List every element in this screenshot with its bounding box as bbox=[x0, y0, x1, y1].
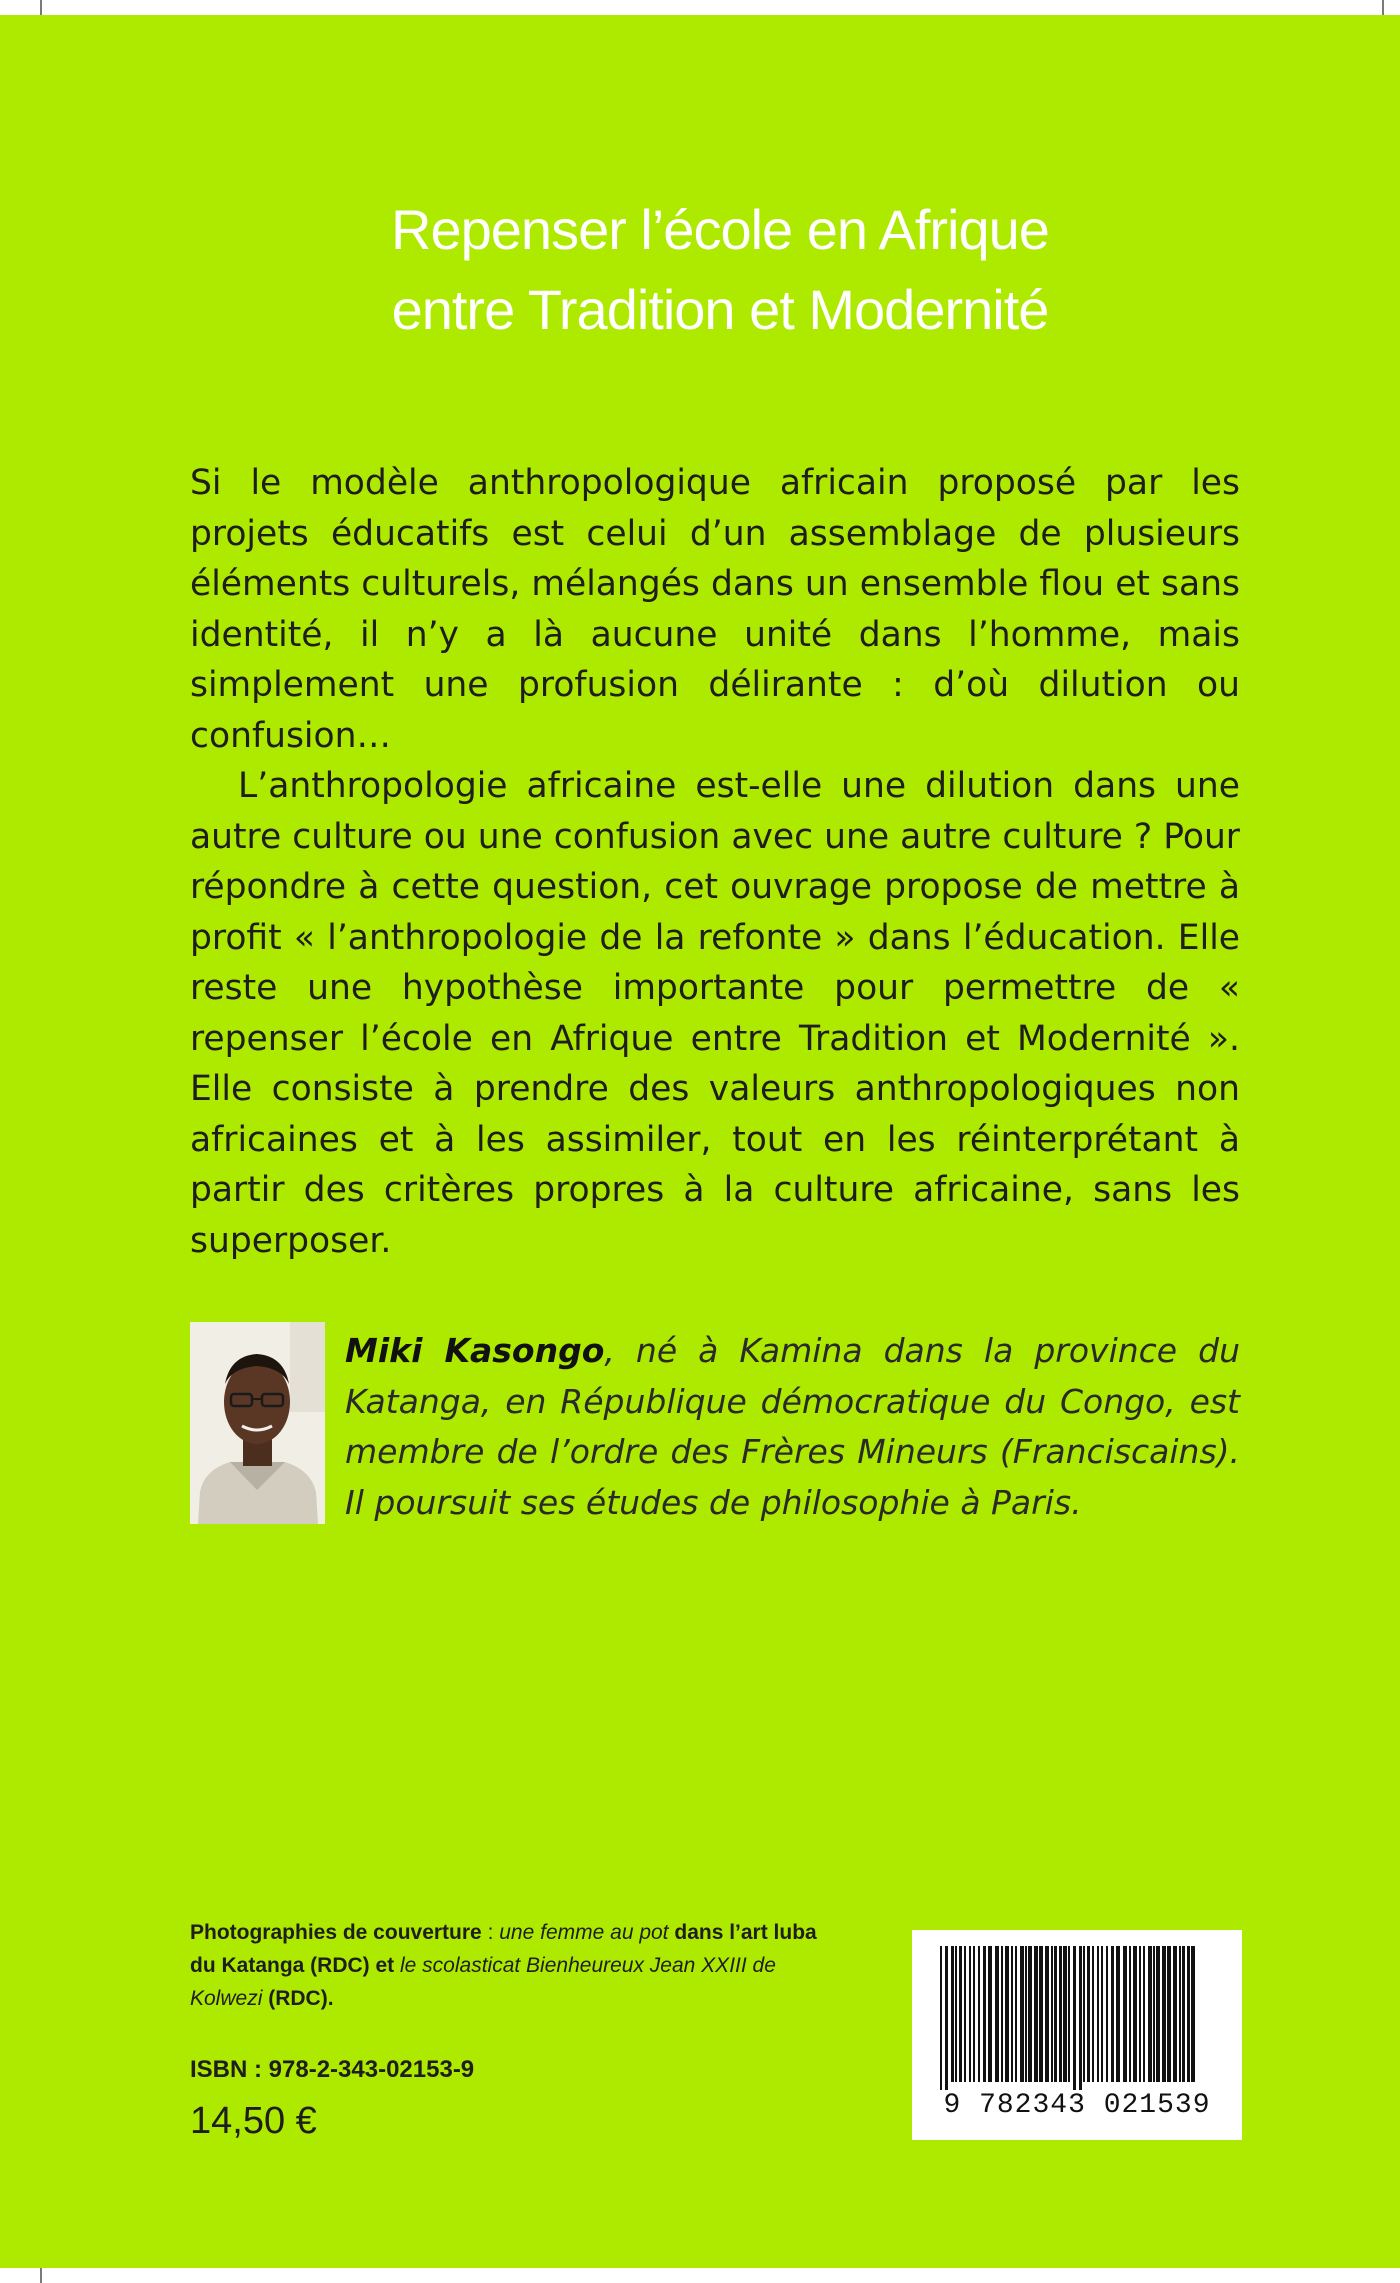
barcode-bar bbox=[1167, 1946, 1171, 2082]
barcode-bar bbox=[1079, 1946, 1082, 2090]
author-photo bbox=[190, 1322, 325, 1524]
barcode-bar bbox=[995, 1946, 999, 2082]
blurb-paragraph-2: L’anthropologie africaine est-elle une dilution dans une autre culture ou une confusion avec une autre culture ? Pour répondre à cette question, cet ouvrage propose de mettre à profit « l’anthropologie de la refonte » dans l’éducation. Elle reste une hypothèse importante pour permettre de « repenser l’école en Afrique entre Tradition et Modernité ». Elle consiste à prendre des valeurs anthropologiques non africaines et à les assimiler, tout en les réinterprétant à partir des critères propres à la culture africaine, sans les superposer. bbox=[190, 766, 1240, 1261]
barcode-bar bbox=[988, 1946, 992, 2082]
author-bio-text: , né à Kamina dans la province du Katanga, en République démocratique du Congo, est membre de l’ordre des Frères Mineurs (Franciscains). Il poursuit ses études de philosophie à Paris. bbox=[345, 1331, 1240, 1522]
blurb-paragraph-1: Si le modèle anthropologique africain proposé par les projets éducatifs est celui d’un assemblage de plusieurs éléments culturels, mélangés dans un ensemble flou et sans identité, il n’y a là aucune unité dans l’homme, mais simplement une profusion délirante : d’où dilution ou confusion… bbox=[190, 463, 1240, 756]
barcode-bar bbox=[1182, 1946, 1185, 2082]
barcode-bar bbox=[1173, 1946, 1177, 2082]
barcode-bar bbox=[1187, 1946, 1190, 2082]
barcode-bar bbox=[1148, 1946, 1152, 2082]
barcode-bar bbox=[955, 1946, 957, 2082]
barcode-bar bbox=[1054, 1946, 1057, 2082]
barcode-bar bbox=[978, 1946, 980, 2082]
barcode-bar bbox=[940, 1946, 942, 2090]
barcode-bar bbox=[1116, 1946, 1120, 2082]
barcode-bar bbox=[1139, 1946, 1141, 2082]
barcode-bar bbox=[1039, 1946, 1043, 2082]
barcode-bar bbox=[1092, 1946, 1094, 2082]
barcode-bar bbox=[1162, 1946, 1166, 2082]
barcode-bar bbox=[1063, 1946, 1067, 2082]
price: 14,50 € bbox=[190, 2100, 317, 2142]
credits-photo-1: une femme au pot bbox=[499, 1921, 669, 1944]
barcode-bar bbox=[1179, 1946, 1181, 2082]
barcode-bar bbox=[1001, 1946, 1003, 2082]
book-title-line-1: Repenser l’école en Afrique bbox=[391, 198, 1049, 261]
author-name: Miki Kasongo bbox=[345, 1331, 605, 1370]
barcode-bar bbox=[1123, 1946, 1127, 2082]
barcode-bar bbox=[1028, 1946, 1032, 2082]
credits-middle: dans l’art luba du Katanga (RDC) et bbox=[190, 1921, 817, 1977]
barcode-bar bbox=[1020, 1946, 1024, 2082]
barcode-bar bbox=[969, 1946, 971, 2082]
barcode-bar bbox=[1034, 1946, 1038, 2082]
cover-photo-credits bbox=[190, 1916, 830, 2015]
barcode-bar bbox=[1101, 1946, 1103, 2082]
barcode-bar bbox=[1083, 1946, 1085, 2082]
barcode-bars bbox=[912, 1930, 1242, 2090]
book-title bbox=[230, 190, 1210, 350]
credits-label: Photographies de couverture bbox=[190, 1921, 482, 1944]
barcode bbox=[912, 1930, 1242, 2140]
barcode-bar bbox=[983, 1946, 986, 2082]
barcode-bar bbox=[1111, 1946, 1114, 2082]
credits-end: (RDC). bbox=[262, 1987, 334, 2010]
barcode-bar bbox=[1068, 1946, 1070, 2082]
barcode-bar bbox=[945, 1946, 948, 2090]
barcode-bar bbox=[1129, 1946, 1131, 2082]
barcode-bar bbox=[959, 1946, 962, 2082]
credits-separator: : bbox=[481, 1921, 500, 1944]
barcode-bar bbox=[1011, 1946, 1013, 2082]
barcode-bar bbox=[1133, 1946, 1137, 2082]
barcode-bar bbox=[1191, 1946, 1195, 2082]
barcode-bar bbox=[1025, 1946, 1027, 2082]
blurb-text bbox=[190, 458, 1240, 1266]
barcode-bar bbox=[1073, 1946, 1076, 2090]
barcode-bar bbox=[1015, 1946, 1017, 2082]
barcode-bar bbox=[1097, 1946, 1099, 2082]
barcode-bar bbox=[1156, 1946, 1160, 2082]
barcode-bar bbox=[973, 1946, 975, 2082]
barcode-bar bbox=[1143, 1946, 1145, 2082]
barcode-bar bbox=[1045, 1946, 1049, 2082]
barcode-digits: 9 782343 021539 bbox=[943, 2090, 1211, 2121]
book-title-line-2: entre Tradition et Modernité bbox=[391, 278, 1049, 341]
barcode-bar bbox=[1005, 1946, 1009, 2082]
barcode-bar bbox=[1087, 1946, 1090, 2082]
barcode-bar bbox=[951, 1946, 954, 2082]
barcode-bar bbox=[1059, 1946, 1062, 2082]
credits-photo-2: le scolasticat Bienheureux Jean XXIII de Kolwezi bbox=[190, 1954, 776, 2010]
barcode-bar bbox=[964, 1946, 966, 2082]
isbn: ISBN : 978-2-343-02153-9 bbox=[190, 2056, 475, 2083]
barcode-bar bbox=[1153, 1946, 1155, 2082]
author-bio bbox=[345, 1326, 1240, 1528]
barcode-bar bbox=[1051, 1946, 1053, 2082]
barcode-bar bbox=[1106, 1946, 1108, 2082]
